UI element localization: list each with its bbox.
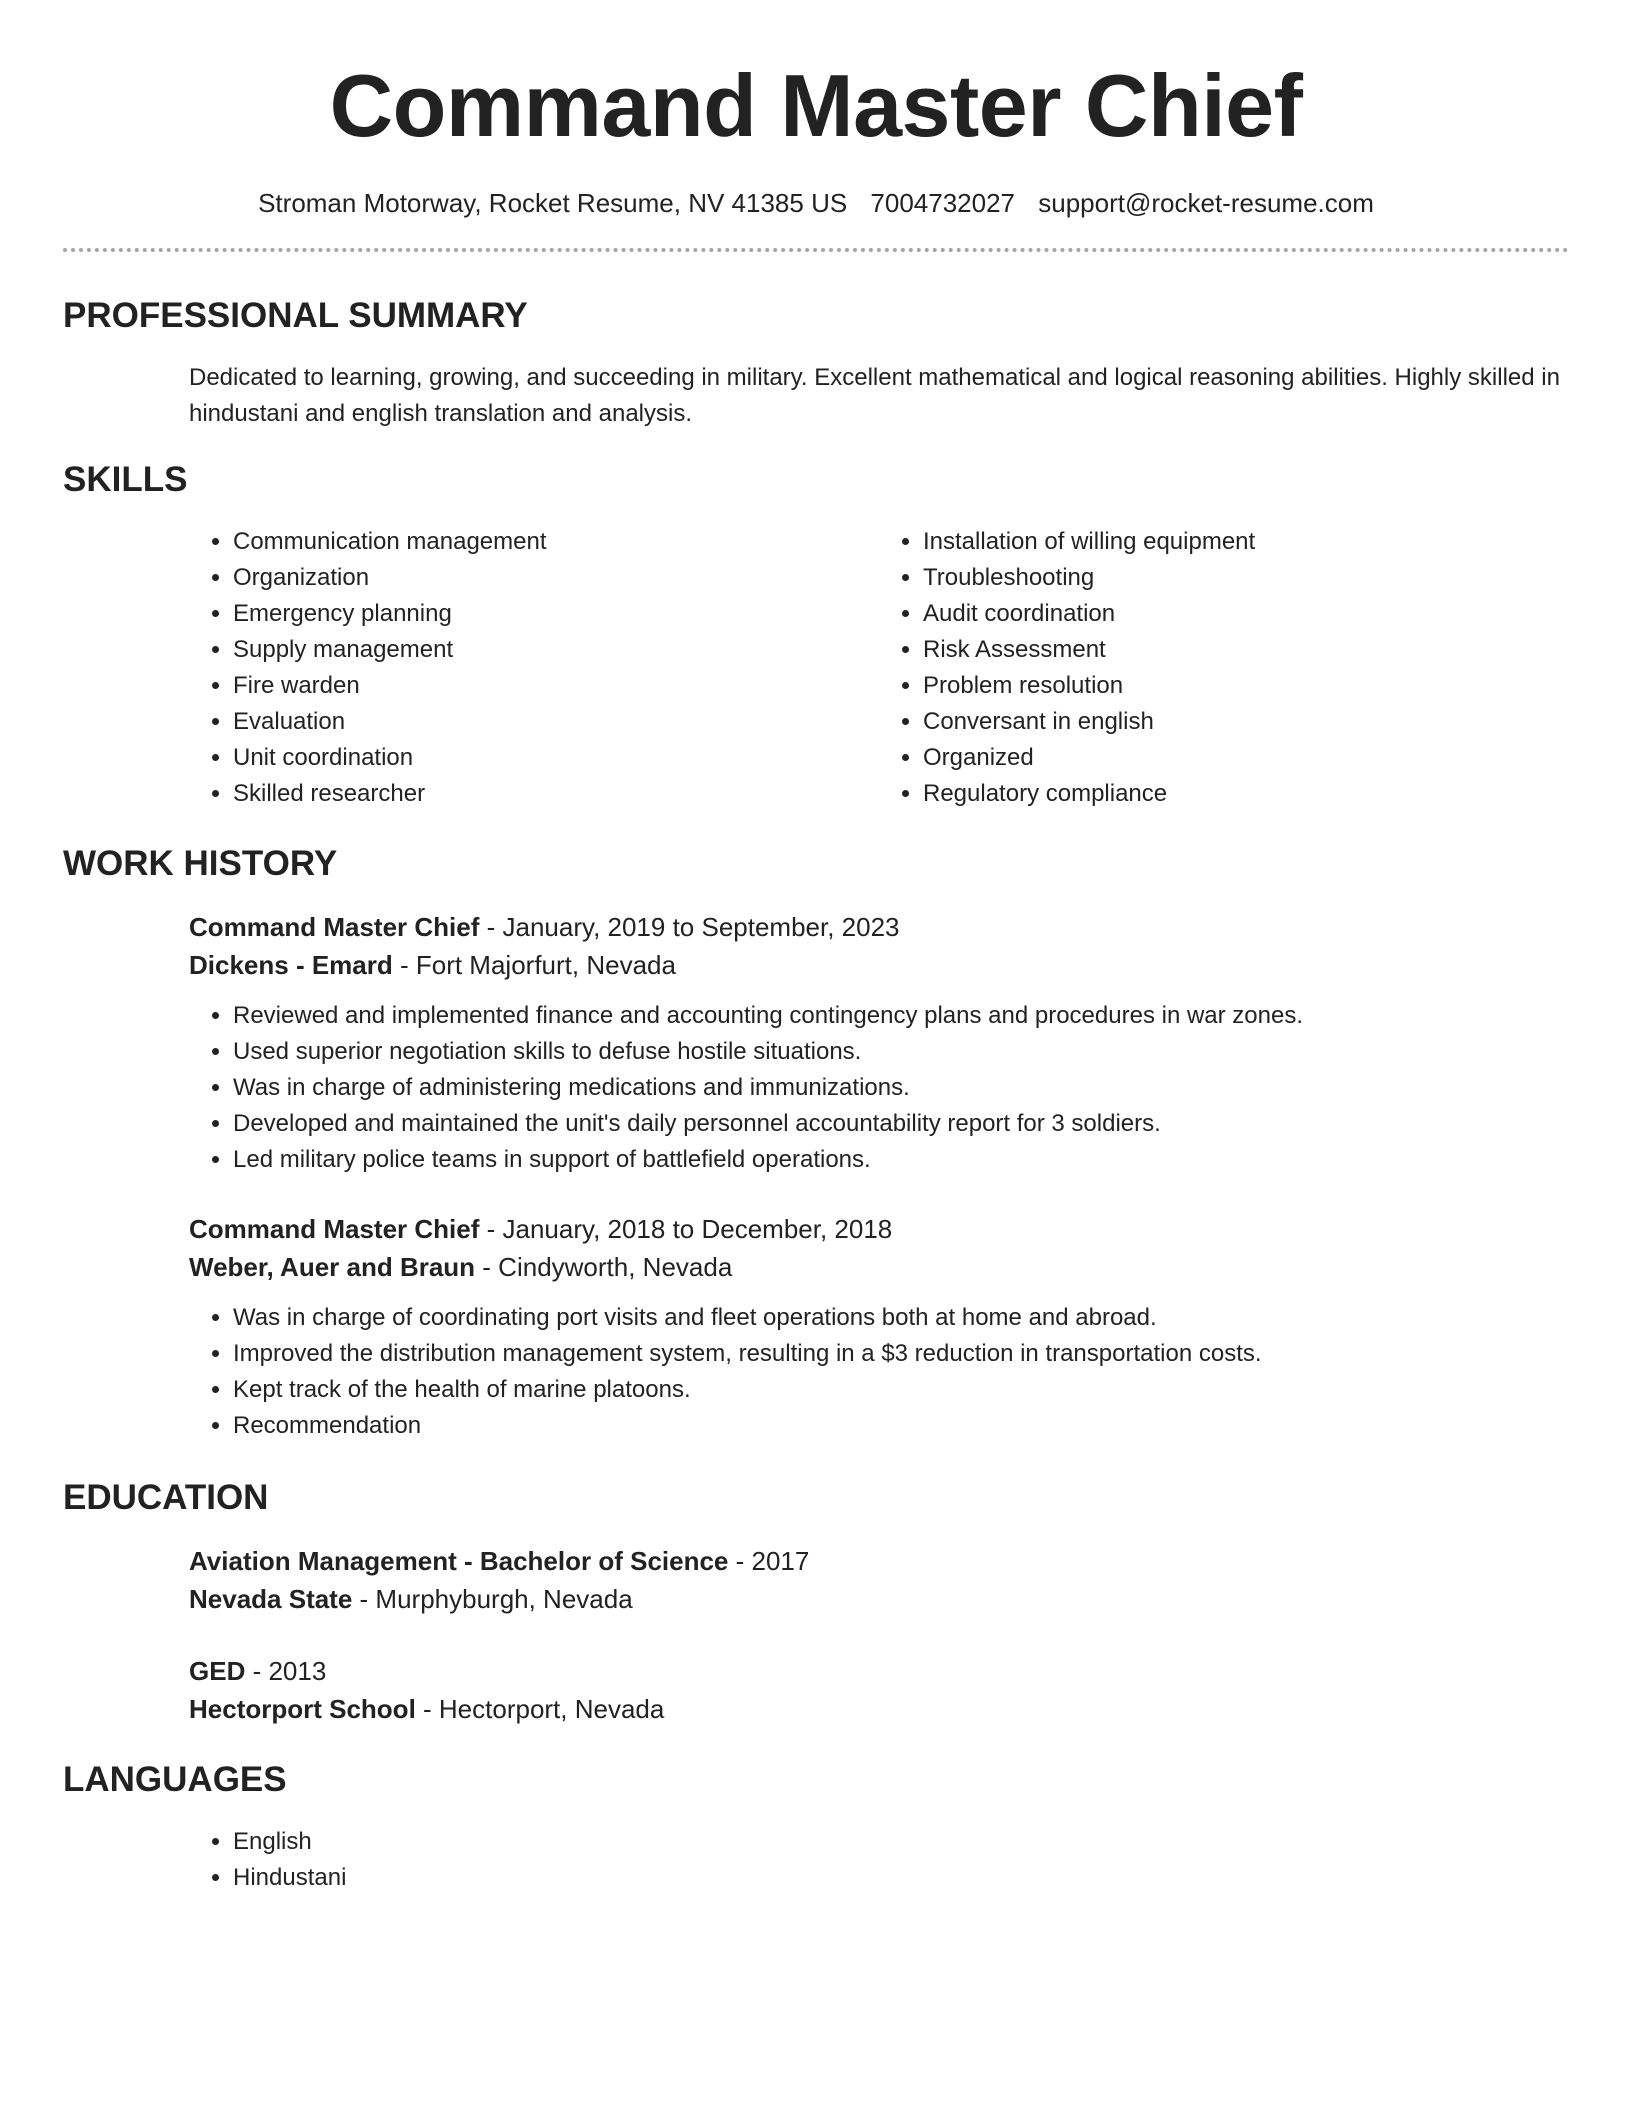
job-duty: • Improved the distribution management system, resulting in a $3 reduction in transportation costs. — [233, 1336, 1569, 1372]
education-degree: GED — [189, 1656, 246, 1686]
job-title-line — [189, 908, 1569, 946]
job-title-line — [189, 1210, 1569, 1248]
education-school: Hectorport School — [189, 1694, 416, 1724]
contact-address: Stroman Motorway, Rocket Resume, NV 41385 US — [258, 188, 848, 218]
skill-item: • Communication management — [233, 524, 879, 560]
job-company-line — [189, 1248, 1569, 1286]
job-company: Dickens - Emard — [189, 950, 393, 980]
job-duty: • Was in charge of coordinating port visits and fleet operations both at home and abroad. — [233, 1300, 1569, 1336]
languages-list — [189, 1824, 1569, 1896]
skill-item: • Evaluation — [233, 704, 879, 740]
education-school-line — [189, 1580, 1569, 1618]
skill-item: • Skilled researcher — [233, 776, 879, 812]
summary-text: Dedicated to learning, growing, and succeeding in military. Excellent mathematical and logical reasoning abilities. Highly skilled in hindustani and english translation and analysis. — [189, 364, 1560, 427]
skill-item: • Audit coordination — [923, 596, 1569, 632]
education-entry — [189, 1542, 1569, 1618]
skill-item: • Supply management — [233, 632, 879, 668]
skills-section — [63, 458, 1569, 812]
skill-item: • Installation of willing equipment — [923, 524, 1569, 560]
header-divider — [63, 248, 1569, 252]
job-duties — [189, 1300, 1569, 1444]
summary-section — [63, 294, 1569, 432]
section-title-skills: SKILLS — [63, 460, 188, 499]
education-location: - Murphyburgh, Nevada — [352, 1584, 633, 1614]
education-degree: Aviation Management - Bachelor of Science — [189, 1546, 729, 1576]
education-location: - Hectorport, Nevada — [415, 1694, 665, 1724]
skill-item: • Problem resolution — [923, 668, 1569, 704]
job-entry — [189, 1210, 1569, 1444]
languages-body — [189, 1824, 1569, 1896]
education-year: - 2013 — [245, 1656, 327, 1686]
job-duties — [189, 998, 1569, 1178]
job-entry — [189, 908, 1569, 1178]
job-duty: • Used superior negotiation skills to defuse hostile situations. — [233, 1034, 1569, 1070]
education-section — [63, 1476, 1569, 1728]
job-location: - Fort Majorfurt, Nevada — [392, 950, 676, 980]
candidate-name: Command Master Chief — [329, 56, 1303, 155]
language-item: • English — [233, 1824, 1569, 1860]
skill-item: • Organization — [233, 560, 879, 596]
job-duty: • Recommendation — [233, 1408, 1569, 1444]
skill-item: • Conversant in english — [923, 704, 1569, 740]
contact-email: support@rocket-resume.com — [1038, 188, 1374, 218]
job-duty: • Developed and maintained the unit's daily personnel accountability report for 3 soldiers. — [233, 1106, 1569, 1142]
skills-list-right — [879, 524, 1569, 812]
skill-item: • Emergency planning — [233, 596, 879, 632]
section-title-languages: LANGUAGES — [63, 1760, 287, 1799]
language-item: • Hindustani — [233, 1860, 1569, 1896]
skill-item: • Regulatory compliance — [923, 776, 1569, 812]
education-school: Nevada State — [189, 1584, 353, 1614]
skill-item: • Unit coordination — [233, 740, 879, 776]
skill-item: • Organized — [923, 740, 1569, 776]
contact-info — [0, 186, 1632, 220]
skill-item: • Risk Assessment — [923, 632, 1569, 668]
contact-phone: 7004732027 — [870, 188, 1016, 218]
education-degree-line — [189, 1542, 1569, 1580]
skill-item: • Troubleshooting — [923, 560, 1569, 596]
job-duty: • Reviewed and implemented finance and accounting contingency plans and procedures in war zones. — [233, 998, 1569, 1034]
job-location: - Cindyworth, Nevada — [475, 1252, 733, 1282]
section-title-education: EDUCATION — [63, 1478, 269, 1517]
resume-header — [0, 0, 1632, 220]
section-title-work: WORK HISTORY — [63, 844, 338, 883]
education-year: - 2017 — [728, 1546, 810, 1576]
skill-item: • Fire warden — [233, 668, 879, 704]
education-degree-line — [189, 1652, 1569, 1690]
job-position: Command Master Chief — [189, 912, 480, 942]
skills-columns — [189, 524, 1569, 812]
summary-body — [189, 360, 1569, 432]
job-position: Command Master Chief — [189, 1214, 480, 1244]
education-entry — [189, 1652, 1569, 1728]
section-title-summary: PROFESSIONAL SUMMARY — [63, 296, 528, 335]
job-dates: - January, 2018 to December, 2018 — [479, 1214, 893, 1244]
skills-list-left — [189, 524, 879, 812]
job-duty: • Led military police teams in support of battlefield operations. — [233, 1142, 1569, 1178]
job-company: Weber, Auer and Braun — [189, 1252, 476, 1282]
job-duty: • Kept track of the health of marine platoons. — [233, 1372, 1569, 1408]
job-dates: - January, 2019 to September, 2023 — [479, 912, 900, 942]
job-duty: • Was in charge of administering medications and immunizations. — [233, 1070, 1569, 1106]
education-school-line — [189, 1690, 1569, 1728]
languages-section — [63, 1758, 1569, 1896]
work-section — [63, 842, 1569, 1444]
job-company-line — [189, 946, 1569, 984]
